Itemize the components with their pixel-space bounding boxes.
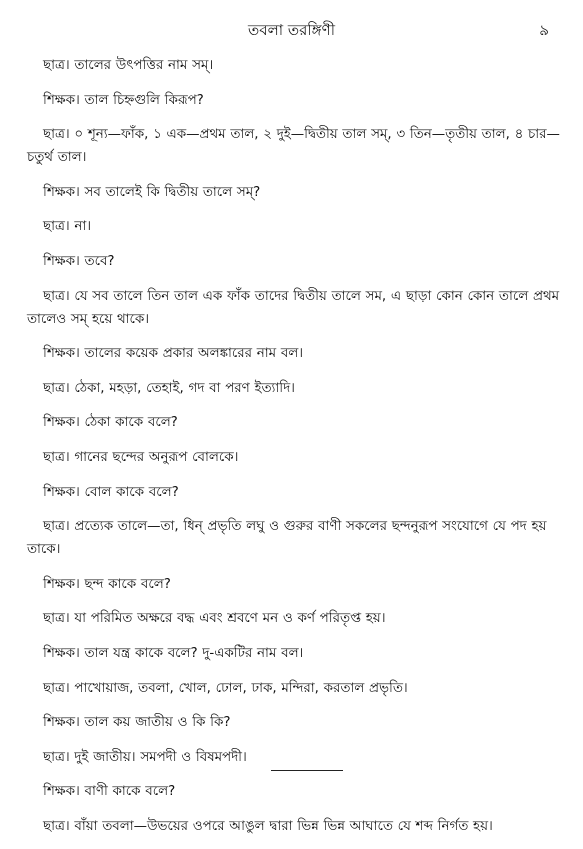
dialogue-line-13: ছাত্র। প্রত্যেক তালে—তা, ধিন্‌ প্রভৃতি লঘু ও গুরুর বাণী সকলের ছন্দনুরূপ সংযোগে যে পদ হয় তাকে। <box>27 519 547 558</box>
dialogue-line-14: শিক্ষক। ছন্দ কাকে বলে? <box>43 576 171 592</box>
dialogue-line-08: শিক্ষক। তালের কয়েক প্রকার অলঙ্কারের নাম বল। <box>43 346 304 362</box>
dialogue-line-02: শিক্ষক। তাল চিহ্নগুলি কিরূপ? <box>43 92 204 108</box>
dialogue-line-05: ছাত্র। না। <box>43 219 92 235</box>
dialogue-line-19: ছাত্র। দুই জাতীয়। সমপদী ও বিষমপদী। <box>43 749 247 765</box>
dialogue-line-04: শিক্ষক। সব তালেই কি দ্বিতীয় তালে সম্‌? <box>43 184 261 200</box>
dialogue-line-03: ছাত্র। ০ শূন্য—ফাঁক, ১ এক—প্রথম তাল, ২ দুই—দ্বিতীয় তাল সম্‌, ৩ তিন—তৃতীয় তাল, ৪ চার—চতুর্থ তাল। <box>27 127 560 166</box>
dialogue-line-15: ছাত্র। যা পরিমিত অক্ষরে বদ্ধ এবং শ্রবণে মন ও কর্ণ পরিতৃপ্ত হয়। <box>43 611 386 627</box>
dialogue-line-16: শিক্ষক। তাল যন্ত্র কাকে বলে? দু-একটির নাম বল। <box>43 645 304 661</box>
dialogue-line-21: ছাত্র। বাঁয়া তবলা—উভয়ের ওপরে আঙুল দ্বারা ভিন্ন ভিন্ন আঘাতে যে শব্দ নির্গত হয়। <box>43 818 493 834</box>
dialogue-body <box>27 54 575 849</box>
end-divider-line <box>271 770 343 771</box>
dialogue-line-07: ছাত্র। যে সব তালে তিন তাল এক ফাঁক তাদের দ্বিতীয় তালে সম, এ ছাড়া কোন কোন তালে প্রথম তালেও সম্‌ হয়ে থাকে। <box>27 288 560 327</box>
dialogue-line-11: ছাত্র। গানের ছন্দের অনুরূপ বোলকে। <box>43 449 239 465</box>
dialogue-line-10: শিক্ষক। ঠেকা কাকে বলে? <box>43 415 178 431</box>
dialogue-line-12: শিক্ষক। বোল কাকে বলে? <box>43 484 179 500</box>
dialogue-line-20: শিক্ষক। বাণী কাকে বলে? <box>43 784 176 800</box>
dialogue-line-01: ছাত্র। তালের উৎপত্তির নাম সম্‌। <box>43 58 214 73</box>
dialogue-line-18: শিক্ষক। তাল কয় জাতীয় ও কি কি? <box>43 715 231 731</box>
page-number: ৯ <box>539 21 549 39</box>
dialogue-line-06: শিক্ষক। তবে? <box>43 253 115 269</box>
dialogue-line-09: ছাত্র। ঠেকা, মহড়া, তেহাই, গদ বা পরণ ইত্যাদি। <box>43 380 295 396</box>
dialogue-line-17: ছাত্র। পাখোয়াজ, তবলা, খোল, ঢোল, ঢাক, মন্দিরা, করতাল প্রভৃতি। <box>43 680 408 696</box>
running-header-title: তবলা তরঙ্গিণী <box>247 21 335 39</box>
